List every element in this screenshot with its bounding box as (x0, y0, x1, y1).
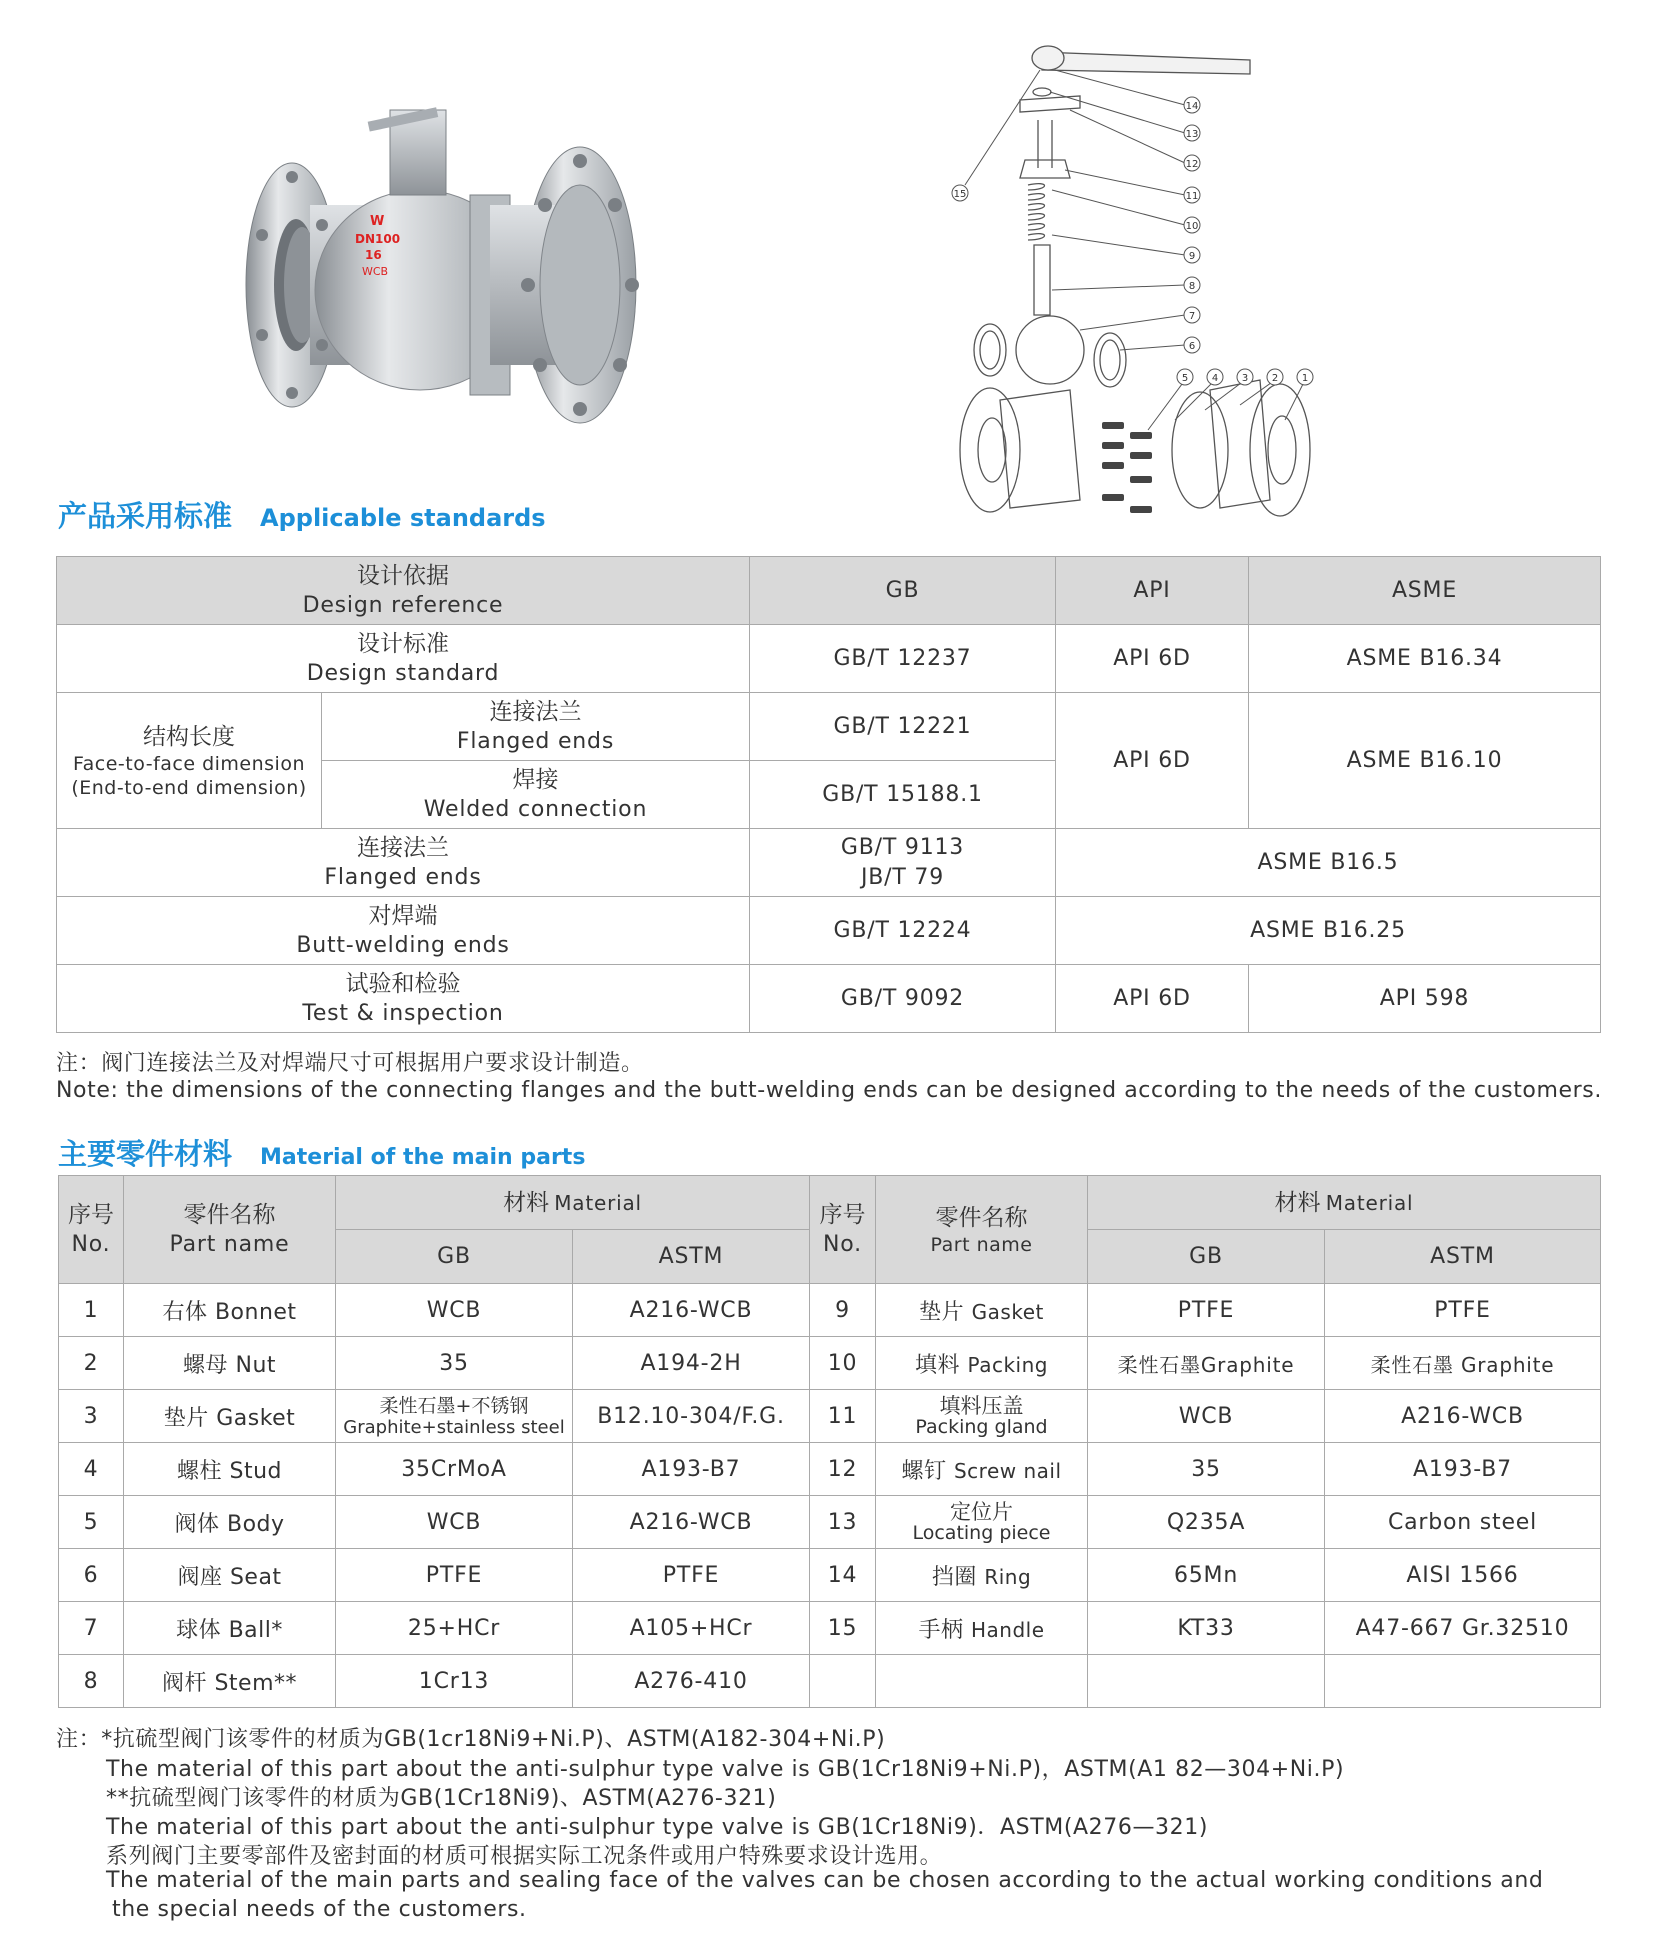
face-flanged-gb: GB/T 12221 (750, 693, 1056, 761)
row-no: 14 (810, 1549, 876, 1602)
test-inspection-row (57, 965, 1601, 1033)
part-name: 挡圈 Ring (876, 1549, 1088, 1602)
material-header: 材料 Material (336, 1176, 810, 1230)
material-gb: 柔性石墨Graphite (1088, 1337, 1325, 1390)
test-inspection-gb: GB/T 9092 (750, 965, 1056, 1033)
material-gb: WCB (336, 1284, 573, 1337)
material-astm: A193-B7 (1325, 1443, 1601, 1496)
svg-text:5: 5 (1181, 373, 1189, 384)
part-name: 阀体 Body (124, 1496, 336, 1549)
test-inspection-asme: API 598 (1249, 965, 1601, 1033)
material-gb: KT33 (1088, 1602, 1325, 1655)
row-no: 8 (59, 1655, 124, 1708)
part-name: 螺钉 Screw nail (876, 1443, 1088, 1496)
row-no: 1 (59, 1284, 124, 1337)
material-note-7: the special needs of the customers. (112, 1897, 527, 1922)
svg-text:10: 10 (1185, 221, 1199, 232)
svg-text:2: 2 (1271, 373, 1279, 384)
part-name: 填料压盖 Packing gland (876, 1390, 1088, 1443)
svg-text:4: 4 (1211, 373, 1219, 384)
row-no: 5 (59, 1496, 124, 1549)
materials-title-en: Material of the main parts (260, 1145, 586, 1170)
materials-section-title (58, 1132, 585, 1173)
test-inspection-api: API 6D (1056, 965, 1249, 1033)
svg-text:WCB: WCB (362, 265, 389, 278)
design-standard-label: 设计标准 Design standard (57, 625, 750, 693)
row-no: 15 (810, 1602, 876, 1655)
standards-header-row (57, 557, 1601, 625)
material-astm: B12.10-304/F.G. (573, 1390, 810, 1443)
butt-welding-gb: GB/T 12224 (750, 897, 1056, 965)
flanged-ends-asme: ASME B16.5 (1056, 829, 1601, 897)
api-header: API (1056, 557, 1249, 625)
standards-title-en: Applicable standards (260, 504, 546, 532)
part-name: 定位片 Locating piece (876, 1496, 1088, 1549)
flanged-ends-row (57, 829, 1601, 897)
face-welded-label: 焊接 Welded connection (322, 761, 750, 829)
material-note-2: The material of this part about the anti-sulphur type valve is GB(1Cr18Ni9+Ni.P)，ASTM(A1 82—304+Ni.P) (106, 1757, 1345, 1782)
material-gb: WCB (336, 1496, 573, 1549)
material-astm: A193-B7 (573, 1443, 810, 1496)
material-astm: PTFE (1325, 1284, 1601, 1337)
material-gb: 柔性石墨+不锈钢 Graphite+stainless steel (336, 1390, 573, 1443)
material-gb: 35CrMoA (336, 1443, 573, 1496)
material-note-6: The material of the main parts and sealing face of the valves can be chosen according to the actual working conditions and (106, 1868, 1544, 1893)
material-gb: Q235A (1088, 1496, 1325, 1549)
empty-cell (876, 1655, 1088, 1708)
material-gb: 65Mn (1088, 1549, 1325, 1602)
face-api: API 6D (1056, 693, 1249, 829)
row-no: 13 (810, 1496, 876, 1549)
part-name: 填料 Packing (876, 1337, 1088, 1390)
no-header-right: 序号 No. (810, 1176, 876, 1284)
design-standard-row (57, 625, 1601, 693)
part-name: 球体 Ball* (124, 1602, 336, 1655)
face-flanged-label: 连接法兰 Flanged ends (322, 693, 750, 761)
material-note-5: 系列阀门主要零部件及密封面的材质可根据实际工况条件或用户特殊要求设计选用。 (106, 1844, 943, 1869)
material-astm: Carbon steel (1325, 1496, 1601, 1549)
svg-text:12: 12 (1185, 159, 1199, 170)
butt-welding-asme: ASME B16.25 (1056, 897, 1601, 965)
material-astm: AISI 1566 (1325, 1549, 1601, 1602)
table-row (59, 1337, 1601, 1390)
material-astm: A216-WCB (1325, 1390, 1601, 1443)
svg-text:9: 9 (1188, 251, 1196, 262)
part-name: 螺母 Nut (124, 1337, 336, 1390)
valve-photo (240, 85, 650, 445)
astm-subheader-right: ASTM (1325, 1230, 1601, 1284)
svg-text:15: 15 (953, 189, 967, 200)
butt-welding-row (57, 897, 1601, 965)
butt-welding-label: 对焊端 Butt-welding ends (57, 897, 750, 965)
valve-exploded-view (930, 30, 1350, 550)
face-asme: ASME B16.10 (1249, 693, 1601, 829)
part-name: 右体 Bonnet (124, 1284, 336, 1337)
face-flanged-row (57, 693, 1601, 761)
material-astm: A216-WCB (573, 1496, 810, 1549)
no-header: 序号 No. (59, 1176, 124, 1284)
design-reference-header: 设计依据 Design reference (57, 557, 750, 625)
part-name-header: 零件名称 Part name (124, 1176, 336, 1284)
empty-cell (810, 1655, 876, 1708)
material-header-right: 材料 Material (1088, 1176, 1601, 1230)
row-no: 4 (59, 1443, 124, 1496)
svg-text:13: 13 (1185, 129, 1199, 140)
row-no: 12 (810, 1443, 876, 1496)
material-gb: WCB (1088, 1390, 1325, 1443)
material-note-3: **抗硫型阀门该零件的材质为GB(1Cr18Ni9)、ASTM(A276-321) (106, 1786, 777, 1811)
flanged-ends-gb: GB/T 9113 JB/T 79 (750, 829, 1056, 897)
material-gb: 1Cr13 (336, 1655, 573, 1708)
materials-table (58, 1175, 1601, 1708)
standards-title-cn: 产品采用标准 (58, 499, 233, 533)
standards-note-en: Note: the dimensions of the connecting flanges and the butt-welding ends can be designed according to the needs of the customers. (56, 1078, 1602, 1103)
astm-subheader: ASTM (573, 1230, 810, 1284)
material-note-1: 注：*抗硫型阀门该零件的材质为GB(1cr18Ni9+Ni.P)、ASTM(A182-304+Ni.P) (56, 1727, 886, 1752)
svg-text:6: 6 (1188, 341, 1196, 352)
table-row (59, 1496, 1601, 1549)
table-row (59, 1549, 1601, 1602)
flanged-ends-label: 连接法兰 Flanged ends (57, 829, 750, 897)
standards-table (56, 556, 1601, 1033)
svg-text:11: 11 (1185, 191, 1199, 202)
svg-text:W: W (370, 214, 385, 229)
row-no: 10 (810, 1337, 876, 1390)
design-standard-asme: ASME B16.34 (1249, 625, 1601, 693)
asme-header: ASME (1249, 557, 1601, 625)
part-name-header-right: 零件名称 Part name (876, 1176, 1088, 1284)
empty-cell (1325, 1655, 1601, 1708)
face-welded-gb: GB/T 15188.1 (750, 761, 1056, 829)
svg-text:3: 3 (1241, 373, 1249, 384)
table-row (59, 1390, 1601, 1443)
table-row (59, 1443, 1601, 1496)
gb-header: GB (750, 557, 1056, 625)
design-standard-api: API 6D (1056, 625, 1249, 693)
material-astm: A105+HCr (573, 1602, 810, 1655)
materials-title-cn: 主要零件材料 (58, 1137, 233, 1171)
empty-cell (1088, 1655, 1325, 1708)
row-no: 7 (59, 1602, 124, 1655)
material-gb: 35 (336, 1337, 573, 1390)
table-row (59, 1602, 1601, 1655)
part-name: 垫片 Gasket (876, 1284, 1088, 1337)
material-gb: PTFE (1088, 1284, 1325, 1337)
part-name: 阀杆 Stem** (124, 1655, 336, 1708)
face-to-face-label: 结构长度 Face-to-face dimension (End-to-end dimension) (57, 693, 322, 829)
svg-text:1: 1 (1301, 373, 1309, 384)
material-astm: A194-2H (573, 1337, 810, 1390)
row-no: 9 (810, 1284, 876, 1337)
materials-header-row (59, 1176, 1601, 1230)
gb-subheader: GB (336, 1230, 573, 1284)
part-name: 垫片 Gasket (124, 1390, 336, 1443)
material-astm: A216-WCB (573, 1284, 810, 1337)
part-name: 阀座 Seat (124, 1549, 336, 1602)
design-standard-gb: GB/T 12237 (750, 625, 1056, 693)
table-row (59, 1655, 1601, 1708)
standards-section-title (58, 494, 546, 535)
part-name: 手柄 Handle (876, 1602, 1088, 1655)
row-no: 6 (59, 1549, 124, 1602)
table-row (59, 1284, 1601, 1337)
part-name: 螺柱 Stud (124, 1443, 336, 1496)
gb-subheader-right: GB (1088, 1230, 1325, 1284)
svg-text:8: 8 (1188, 281, 1196, 292)
test-inspection-label: 试验和检验 Test & inspection (57, 965, 750, 1033)
row-no: 11 (810, 1390, 876, 1443)
material-astm: A276-410 (573, 1655, 810, 1708)
material-astm: PTFE (573, 1549, 810, 1602)
standards-note-cn: 注：阀门连接法兰及对焊端尺寸可根据用户要求设计制造。 (56, 1051, 644, 1076)
row-no: 2 (59, 1337, 124, 1390)
svg-text:7: 7 (1188, 311, 1196, 322)
row-no: 3 (59, 1390, 124, 1443)
material-note-4: The material of this part about the anti-sulphur type valve is GB(1Cr18Ni9)．ASTM(A276—321) (106, 1815, 1209, 1840)
svg-text:DN100: DN100 (355, 232, 401, 246)
svg-text:14: 14 (1185, 101, 1199, 112)
material-gb: 35 (1088, 1443, 1325, 1496)
material-gb: PTFE (336, 1549, 573, 1602)
material-astm: A47-667 Gr.32510 (1325, 1602, 1601, 1655)
material-astm: 柔性石墨 Graphite (1325, 1337, 1601, 1390)
svg-text:16: 16 (365, 248, 382, 262)
material-gb: 25+HCr (336, 1602, 573, 1655)
